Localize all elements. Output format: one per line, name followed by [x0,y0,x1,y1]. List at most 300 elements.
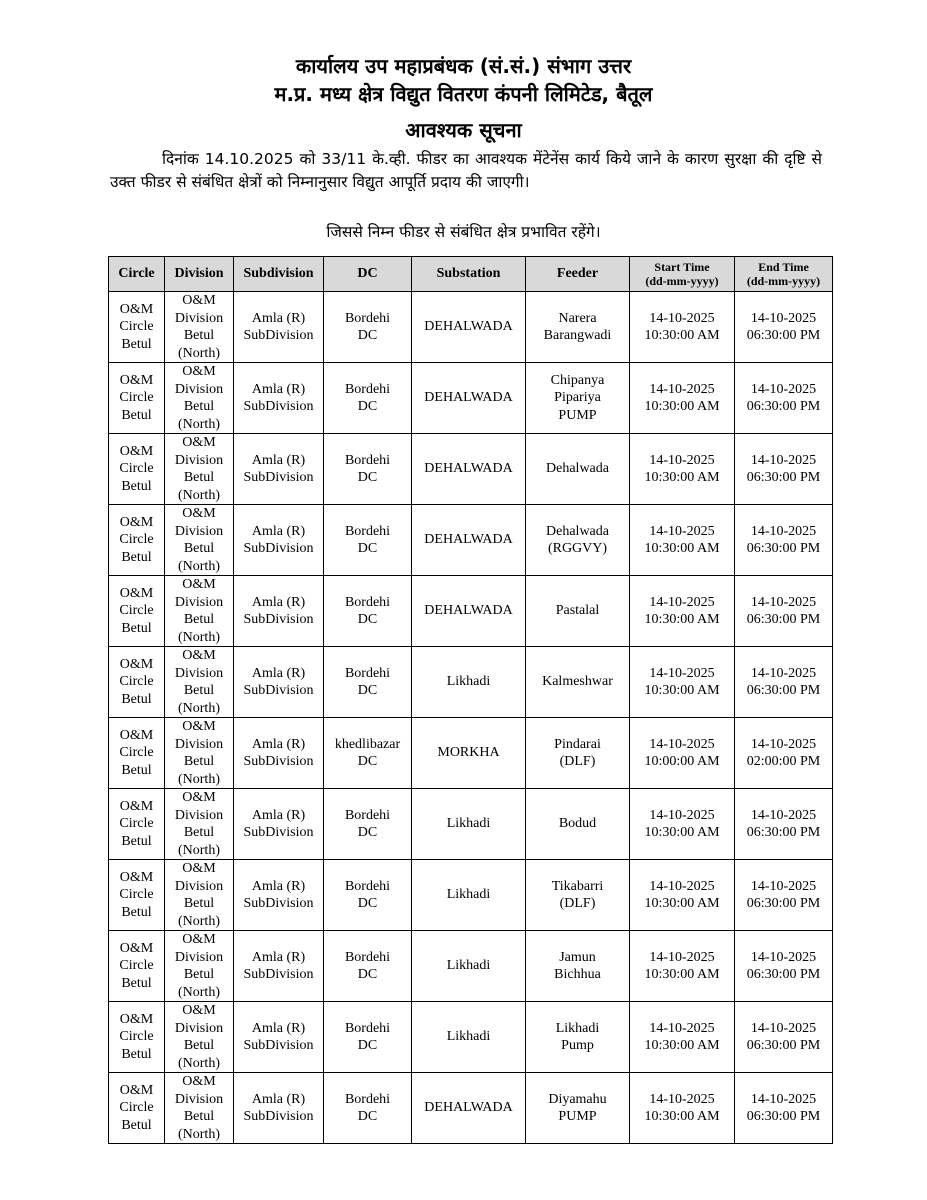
cell-subdivision-line: SubDivision [243,470,314,485]
cell-end-line: 14-10-2025 [750,452,817,468]
cell-substation-line: DEHALWADA [424,390,513,406]
cell-division-line: Betul [183,399,215,414]
cell-substation [412,434,526,505]
cell-subdivision-line: SubDivision [243,541,314,556]
cell-division-line: Betul [183,896,215,911]
table-row [109,931,833,1002]
cell-subdivision [234,718,324,789]
cell-subdivision-line: SubDivision [243,683,314,698]
cell-subdivision [234,576,324,647]
cell-division-line: (North) [178,700,220,716]
cell-substation-line: DEHALWADA [424,319,513,335]
cell-end [735,931,833,1002]
cell-circle [109,931,165,1002]
cell-feeder [526,1073,630,1144]
table-row [109,860,833,931]
header-start-time-label: Start Time [654,260,710,274]
cell-dc-line: DC [357,967,378,982]
cell-subdivision-line: SubDivision [243,328,314,343]
cell-circle [109,647,165,718]
cell-division-line: Betul [183,967,215,982]
cell-circle-line: Betul [121,407,152,423]
cell-division [165,1002,234,1073]
cell-circle-line: Circle [119,1100,154,1116]
cell-end [735,292,833,363]
cell-dc [324,434,412,505]
cell-start-line: 14-10-2025 [649,381,715,397]
cell-circle-line: Betul [121,1046,152,1062]
cell-end [735,647,833,718]
cell-dc [324,647,412,718]
cell-subdivision [234,931,324,1002]
cell-dc-line: Bordehi [344,665,391,681]
cell-substation [412,789,526,860]
table-row [109,576,833,647]
cell-subdivision-line: Amla (R) [251,381,306,397]
cell-circle-line: Betul [121,833,152,849]
cell-dc [324,931,412,1002]
cell-circle-line: Betul [121,549,152,565]
cell-circle [109,434,165,505]
cell-dc-line: DC [357,683,378,698]
cell-circle-line: Betul [121,691,152,707]
cell-dc-line: DC [357,1038,378,1053]
cell-feeder [526,647,630,718]
cell-division-line: (North) [178,345,220,361]
cell-end-line: 14-10-2025 [750,949,817,965]
cell-division-line: (North) [178,629,220,645]
cell-end [735,1002,833,1073]
cell-subdivision-line: SubDivision [243,1038,314,1053]
cell-start [630,505,735,576]
cell-start-line: 10:00:00 AM [644,754,720,769]
cell-subdivision-line: Amla (R) [251,1091,306,1107]
cell-feeder [526,718,630,789]
cell-circle-line: O&M [119,1011,154,1027]
cell-feeder-line: (DLF) [559,754,596,769]
cell-start-line: 14-10-2025 [649,878,715,894]
cell-division-line: Division [174,665,224,681]
cell-subdivision [234,1002,324,1073]
cell-circle-line: Circle [119,674,154,690]
cell-division-line: Betul [183,612,215,627]
cell-start-line: 14-10-2025 [649,523,715,539]
cell-substation [412,1002,526,1073]
cell-start-line: 10:30:00 AM [644,328,720,343]
cell-end [735,860,833,931]
cell-end-line: 06:30:00 PM [746,399,821,414]
cell-circle-line: Circle [119,461,154,477]
cell-feeder-line: Bodud [558,816,597,832]
header-end-time-label: End Time [758,260,809,274]
cell-circle-line: Circle [119,816,154,832]
cell-subdivision [234,860,324,931]
cell-start-line: 14-10-2025 [649,665,715,681]
header-circle: Circle [109,257,165,292]
cell-end [735,363,833,434]
cell-feeder-line: (RGGVY) [547,541,608,556]
cell-division-line: (North) [178,913,220,929]
cell-division-line: Betul [183,541,215,556]
cell-end-line: 14-10-2025 [750,736,817,752]
cell-start-line: 14-10-2025 [649,1020,715,1036]
cell-start [630,1002,735,1073]
cell-circle [109,1073,165,1144]
cell-feeder [526,576,630,647]
cell-division-line: O&M [182,1074,216,1089]
table-row [109,718,833,789]
cell-dc-line: Bordehi [344,1020,391,1036]
cell-dc-line: DC [357,754,378,769]
notice-title: आवश्यक सूचना [405,118,522,142]
cell-circle-line: Circle [119,745,154,761]
cell-subdivision-line: Amla (R) [251,452,306,468]
cell-start-line: 10:30:00 AM [644,1109,720,1124]
cell-division-line: O&M [182,1003,216,1018]
cell-dc-line: Bordehi [344,594,391,610]
header-subdivision: Subdivision [234,257,324,292]
cell-dc-line: DC [357,399,378,414]
cell-start-line: 14-10-2025 [649,807,715,823]
cell-circle [109,1002,165,1073]
cell-division-line: Betul [183,328,215,343]
cell-circle-line: Betul [121,904,152,920]
cell-feeder-line: Diyamahu [548,1091,607,1107]
cell-substation-line: Likhadi [446,887,491,903]
cell-end-line: 06:30:00 PM [746,541,821,556]
cell-subdivision-line: SubDivision [243,612,314,627]
cell-feeder-line: Chipanya [550,372,605,388]
cell-division-line: Division [174,310,224,326]
cell-subdivision-line: SubDivision [243,399,314,414]
cell-dc-line: Bordehi [344,523,391,539]
cell-circle-line: O&M [119,372,154,388]
cell-division-line: (North) [178,416,220,432]
cell-end-line: 14-10-2025 [750,523,817,539]
cell-circle-line: Circle [119,603,154,619]
cell-subdivision-line: Amla (R) [251,310,306,326]
cell-division-line: (North) [178,842,220,858]
cell-circle-line: Betul [121,478,152,494]
cell-substation [412,718,526,789]
cell-circle-line: O&M [119,443,154,459]
cell-division-line: (North) [178,1055,220,1071]
cell-dc-line: Bordehi [344,452,391,468]
cell-circle-line: Betul [121,762,152,778]
cell-subdivision-line: Amla (R) [251,523,306,539]
cell-circle [109,718,165,789]
cell-division-line: Division [174,1091,224,1107]
table-row [109,363,833,434]
cell-dc [324,718,412,789]
cell-feeder [526,860,630,931]
cell-division-line: Division [174,452,224,468]
cell-dc-line: DC [357,328,378,343]
cell-dc [324,1002,412,1073]
cell-subdivision-line: Amla (R) [251,878,306,894]
table-row [109,1073,833,1144]
cell-subdivision-line: SubDivision [243,896,314,911]
table-header-row [109,257,833,292]
cell-feeder-line: Pindarai [554,736,601,752]
cell-division-line: Division [174,523,224,539]
cell-circle-line: O&M [119,585,154,601]
cell-division [165,789,234,860]
cell-substation-line: DEHALWADA [424,461,513,477]
cell-division [165,1073,234,1144]
cell-start-line: 10:30:00 AM [644,896,720,911]
outage-schedule-table [108,256,833,1144]
cell-feeder [526,434,630,505]
cell-start-line: 14-10-2025 [649,1091,715,1107]
cell-division-line: (North) [178,984,220,1000]
cell-end-line: 14-10-2025 [750,381,817,397]
cell-subdivision-line: Amla (R) [251,1020,306,1036]
cell-end-line: 14-10-2025 [750,665,817,681]
cell-feeder-line: Dehalwada [546,523,609,539]
cell-circle-line: Betul [121,336,152,352]
notice-subline: जिससे निम्न फीडर से संबंधित क्षेत्र प्रभावित रहेंगे। [326,223,601,241]
cell-division-line: Division [174,878,224,894]
cell-start-line: 10:30:00 AM [644,541,720,556]
cell-dc [324,1073,412,1144]
cell-start [630,789,735,860]
cell-end [735,505,833,576]
cell-dc-line: DC [357,541,378,556]
cell-subdivision [234,1073,324,1144]
cell-subdivision-line: SubDivision [243,1109,314,1124]
cell-division [165,292,234,363]
company-title: म.प्र. मध्य क्षेत्र विद्युत वितरण कंपनी लिमिटेड, बैतूल [274,82,653,106]
cell-division-line: Betul [183,825,215,840]
cell-feeder-line: Pastalal [555,603,600,619]
cell-start [630,292,735,363]
header-start-time [630,257,735,292]
cell-end-line: 02:00:00 PM [746,754,821,769]
cell-division-line: O&M [182,790,216,805]
cell-circle-line: O&M [119,514,154,530]
cell-dc-line: Bordehi [344,878,391,894]
cell-substation-line: Likhadi [446,816,491,832]
table-row [109,789,833,860]
cell-end [735,789,833,860]
cell-subdivision-line: Amla (R) [251,594,306,610]
cell-end-line: 14-10-2025 [750,310,817,326]
cell-subdivision [234,363,324,434]
cell-start [630,931,735,1002]
cell-division-line: O&M [182,435,216,450]
cell-circle [109,363,165,434]
cell-circle [109,505,165,576]
cell-division-line: O&M [182,719,216,734]
cell-division-line: (North) [178,1126,220,1142]
cell-dc-line: Bordehi [344,381,391,397]
cell-division-line: Division [174,381,224,397]
cell-substation-line: DEHALWADA [424,603,513,619]
cell-dc-line: Bordehi [344,1091,391,1107]
cell-dc-line: DC [357,825,378,840]
cell-dc-line: Bordehi [344,949,391,965]
cell-feeder-line: Tikabarri [551,878,604,894]
cell-circle-line: Betul [121,975,152,991]
cell-subdivision-line: SubDivision [243,754,314,769]
cell-circle [109,292,165,363]
cell-end-line: 06:30:00 PM [746,470,821,485]
cell-dc-line: Bordehi [344,807,391,823]
cell-feeder-line: Jamun [559,949,596,965]
cell-subdivision-line: Amla (R) [251,665,306,681]
cell-division [165,576,234,647]
cell-end-line: 06:30:00 PM [746,612,821,627]
cell-start [630,576,735,647]
cell-start [630,363,735,434]
cell-circle-line: Betul [121,1117,152,1133]
cell-end-line: 14-10-2025 [750,594,817,610]
cell-start-line: 14-10-2025 [649,594,715,610]
cell-division-line: Betul [183,683,215,698]
cell-dc-line: Bordehi [344,310,391,326]
cell-start-line: 14-10-2025 [649,736,715,752]
cell-division [165,718,234,789]
cell-start [630,860,735,931]
cell-end-line: 14-10-2025 [750,878,817,894]
cell-subdivision [234,647,324,718]
cell-feeder-line: Bichhua [554,967,601,982]
cell-substation-line: Likhadi [446,674,491,690]
cell-feeder-line: Dehalwada [546,461,609,477]
table-row [109,1002,833,1073]
header-substation: Substation [412,257,526,292]
cell-end-line: 14-10-2025 [750,1020,817,1036]
cell-division-line: (North) [178,558,220,574]
cell-feeder-line: (DLF) [559,896,596,911]
table-row [109,647,833,718]
cell-feeder-line: Pipariya [554,390,601,406]
cell-end-line: 06:30:00 PM [746,896,821,911]
cell-subdivision [234,505,324,576]
cell-start-line: 10:30:00 AM [644,825,720,840]
header-end-time-format: (dd-mm-yyyy) [746,274,821,288]
cell-substation [412,647,526,718]
cell-division-line: Division [174,949,224,965]
cell-start [630,718,735,789]
cell-division-line: Division [174,736,224,752]
cell-dc-line: DC [357,896,378,911]
cell-circle [109,789,165,860]
cell-division-line: O&M [182,648,216,663]
cell-dc [324,363,412,434]
header-start-time-format: (dd-mm-yyyy) [645,274,719,288]
cell-circle-line: O&M [119,869,154,885]
cell-substation [412,292,526,363]
cell-dc-line: khedlibazar [334,736,401,752]
cell-dc-line: DC [357,1109,378,1124]
cell-division-line: O&M [182,577,216,592]
cell-substation-line: Likhadi [446,958,491,974]
cell-end [735,576,833,647]
cell-circle [109,576,165,647]
cell-circle-line: Circle [119,887,154,903]
cell-division [165,505,234,576]
cell-feeder [526,505,630,576]
cell-substation [412,1073,526,1144]
cell-circle-line: O&M [119,1082,154,1098]
cell-feeder [526,363,630,434]
cell-dc [324,576,412,647]
cell-end [735,1073,833,1144]
cell-division-line: O&M [182,932,216,947]
cell-subdivision-line: SubDivision [243,825,314,840]
cell-feeder-line: Barangwadi [543,328,612,343]
cell-feeder [526,931,630,1002]
cell-feeder-line: PUMP [558,407,597,423]
cell-start-line: 10:30:00 AM [644,399,720,414]
header-feeder: Feeder [526,257,630,292]
cell-end-line: 06:30:00 PM [746,1109,821,1124]
cell-start-line: 10:30:00 AM [644,612,720,627]
cell-end-line: 06:30:00 PM [746,825,821,840]
cell-end-line: 14-10-2025 [750,807,817,823]
cell-start-line: 10:30:00 AM [644,470,720,485]
table-row [109,505,833,576]
cell-substation-line: MORKHA [437,745,500,761]
cell-division [165,647,234,718]
cell-circle-line: Circle [119,390,154,406]
cell-circle-line: O&M [119,656,154,672]
cell-division [165,931,234,1002]
cell-feeder-line: PUMP [558,1109,597,1124]
cell-division-line: O&M [182,861,216,876]
cell-end [735,434,833,505]
cell-start-line: 14-10-2025 [649,949,715,965]
cell-feeder [526,1002,630,1073]
cell-start-line: 14-10-2025 [649,452,715,468]
cell-end-line: 06:30:00 PM [746,1038,821,1053]
cell-division [165,434,234,505]
cell-division-line: Betul [183,1109,215,1124]
cell-dc-line: DC [357,470,378,485]
cell-end [735,718,833,789]
cell-circle [109,860,165,931]
cell-division-line: (North) [178,771,220,787]
cell-circle-line: Circle [119,319,154,335]
cell-substation [412,576,526,647]
cell-circle-line: O&M [119,798,154,814]
cell-subdivision-line: Amla (R) [251,807,306,823]
cell-dc [324,789,412,860]
table-body [109,292,833,1144]
cell-division-line: Division [174,807,224,823]
cell-start-line: 10:30:00 AM [644,683,720,698]
cell-end-line: 14-10-2025 [750,1091,817,1107]
notice-paragraph: दिनांक 14.10.2025 को 33/11 के.व्ही. फीडर का आवश्यक मेंटेनेंस कार्य किये जाने के कारण सुरक्षा की दृष्टि से उक्त फीडर से संबंधित क्षेत्रों को निम्नानुसार विद्युत आपूर्ति प्रदाय की जाएगी। [110,150,822,191]
cell-division [165,363,234,434]
header-end-time [735,257,833,292]
cell-division-line: Division [174,594,224,610]
cell-circle-line: O&M [119,727,154,743]
cell-end-line: 06:30:00 PM [746,967,821,982]
header-division: Division [165,257,234,292]
cell-dc-line: DC [357,612,378,627]
cell-dc [324,292,412,363]
cell-start-line: 10:30:00 AM [644,1038,720,1053]
cell-end-line: 06:30:00 PM [746,683,821,698]
cell-feeder-line: Likhadi [555,1020,600,1036]
cell-substation-line: DEHALWADA [424,532,513,548]
cell-subdivision-line: Amla (R) [251,949,306,965]
cell-feeder-line: Kalmeshwar [542,674,613,690]
cell-subdivision [234,292,324,363]
